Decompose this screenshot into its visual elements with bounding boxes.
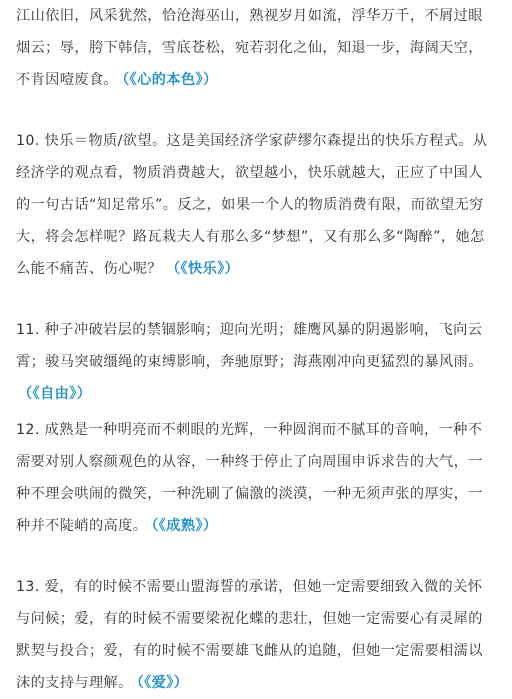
paragraph-text: 13. 爱，有的时候不需要山盟海誓的承诺，但她一定需要细致入微的关怀与问候；爱，有的时候不需要梁祝化蝶的悲壮，但她一定需要心有灵犀的默契与投合；爱，有的时候不需要雄飞雌从的追随，但她一定需要相濡以沫的支持与理解。 <box>16 579 483 691</box>
paragraph-text: 11. 种子冲破岩层的禁锢影响；迎向光明；雄鹰风暴的阴遏影响，飞向云霄；骏马突破缰绳的束缚影响，奔驰原野；海燕刚冲向更猛烈的暴风雨。 <box>16 322 483 370</box>
paragraph-gap <box>16 542 492 571</box>
paragraph-13 <box>16 571 492 699</box>
paragraph-text: 12. 成熟是一种明亮而不刺眼的光辉，一种圆润而不腻耳的音响，一种不需要对别人察颜观色的从容，一种终于停止了向周围申诉求告的大气，一种不理会哄闹的微笑，一种洗刷了偏激的淡漠，一种无须声张的厚实，一种并不陡峭的高度。 <box>16 422 483 534</box>
paragraph-gap <box>16 285 492 314</box>
paragraph-gap <box>16 96 492 125</box>
source-citation: （《快乐》） <box>165 261 240 277</box>
paragraph-12 <box>16 414 492 542</box>
paragraph-9-tail <box>16 0 492 96</box>
source-citation: （《心的本色》） <box>122 72 218 88</box>
paragraph-text: 10. 快乐＝物质/欲望。这是美国经济学家萨缪尔森提出的快乐方程式。从经济学的观点看，物质消费越大，欲望越小，快乐就越大，正应了中国人的一句古话“知足常乐”。反之，如果一个人的物质消费有限，而欲望无穷大，将会怎样呢？路瓦栽夫人有那么多“梦想”，又有那么多“陶醉”，她怎么能不痛苦、伤心呢？ <box>16 133 488 277</box>
source-citation: （《自由》） <box>18 386 92 402</box>
paragraph-10 <box>16 125 492 285</box>
source-citation: （《成熟》） <box>151 518 218 534</box>
article-body <box>16 0 492 699</box>
paragraph-text: 江山依旧，风采犹然，恰沧海巫山，熟视岁月如流，浮华万千，不屑过眼烟云；辱，胯下韩信，雪底苍松，宛若羽化之仙，知退一步，海阔天空，不肯因噎废食。 <box>16 8 483 88</box>
paragraph-11 <box>16 314 492 410</box>
source-citation: （《爱》） <box>136 675 189 691</box>
